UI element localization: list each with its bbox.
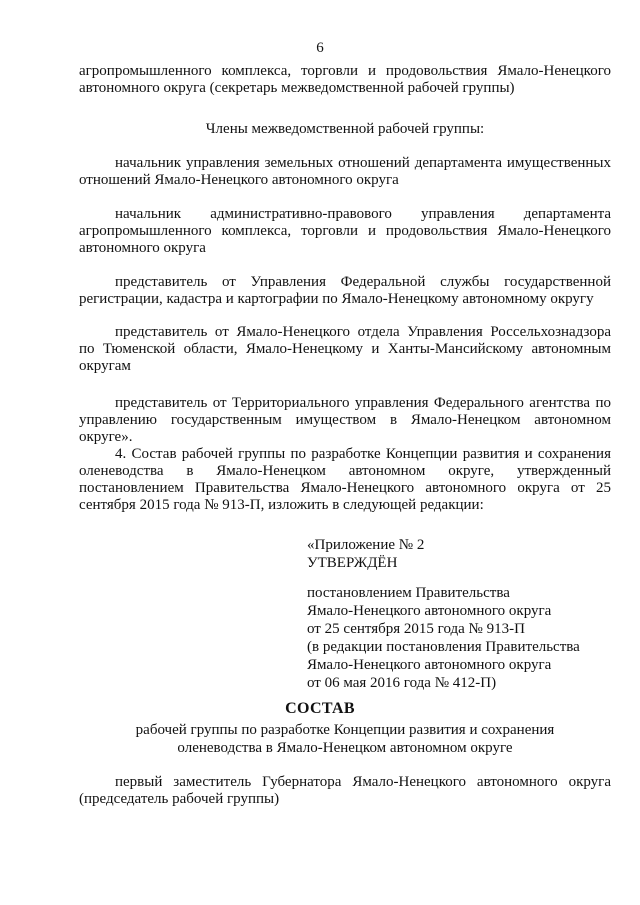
composition-subtitle-line-2: оленеводства в Ямало-Ненецком автономном округе xyxy=(177,740,513,756)
composition-title: СОСТАВ xyxy=(285,700,355,717)
first-member: первый заместитель Губернатора Ямало-Ненецкого автономного округа (председатель рабочей группы) xyxy=(79,774,611,807)
item-4-paragraph: 4. Состав рабочей группы по разработке Концепции развития и сохранения оленеводства в Ямало-Ненецком автономном округе, утвержденный постановлением Правительства Ямало-Ненецкого автономного округа от 25 сентября 2015 года № 913-П, изложить в следующей редакции: xyxy=(79,446,611,513)
appendix-stamp xyxy=(307,536,580,692)
member-item: представитель от Ямало-Ненецкого отдела Управления Россельхознадзора по Тюменской области, Ямало-Ненецкому и Ханты-Мансийскому автономным округам xyxy=(79,324,611,374)
appendix-line: от 06 мая 2016 года № 412-П) xyxy=(307,675,497,691)
appendix-line: постановлением Правительства xyxy=(307,585,510,601)
appendix-label: «Приложение № 2 xyxy=(307,537,425,553)
appendix-line: Ямало-Ненецкого автономного округа xyxy=(307,603,552,619)
member-item: начальник административно-правового управления департамента агропромышленного комплекса, торговли и продовольствия Ямало-Ненецкого автономного округа xyxy=(79,206,611,256)
page-number: 6 xyxy=(316,40,324,56)
top-paragraph: агропромышленного комплекса, торговли и продовольствия Ямало-Ненецкого автономного округа (секретарь межведомственной рабочей группы) xyxy=(79,63,611,96)
approved-label: УТВЕРЖДЁН xyxy=(307,555,398,571)
appendix-line: Ямало-Ненецкого автономного округа xyxy=(307,657,552,673)
member-item: представитель от Управления Федеральной службы государственной регистрации, кадастра и картографии по Ямало-Ненецкому автономному округу xyxy=(79,274,611,307)
member-item: начальник управления земельных отношений департамента имущественных отношений Ямало-Ненецкого автономного округа xyxy=(79,155,611,188)
member-item: представитель от Территориального управления Федерального агентства по управлению государственным имуществом в Ямало-Ненецком автономном округе». xyxy=(79,395,611,445)
composition-subtitle-line-1: рабочей группы по разработке Концепции развития и сохранения xyxy=(135,722,555,738)
members-heading: Члены межведомственной рабочей группы: xyxy=(205,121,485,137)
appendix-line: от 25 сентября 2015 года № 913-П xyxy=(307,621,525,637)
appendix-line: (в редакции постановления Правительства xyxy=(307,639,580,655)
